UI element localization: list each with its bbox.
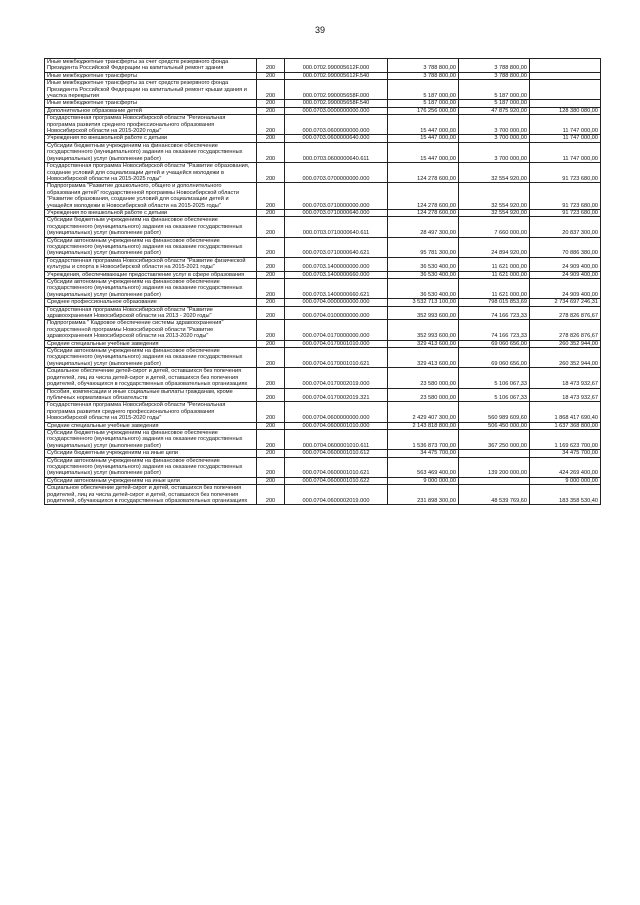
row-name-cell: Иные межбюджетные трансферты за счет средств резервного фонда Президента Российской Федерации на капитальный ремонт здания <box>45 59 257 73</box>
table-row <box>45 135 601 142</box>
row-remaining-cell: 11 747 000,00 <box>530 135 601 142</box>
row-code-cell: 200 <box>257 237 285 257</box>
row-remaining-cell: 24 909 400,00 <box>530 279 601 299</box>
row-remaining-cell: 2 734 697 246,31 <box>530 299 601 306</box>
row-code-cell: 200 <box>257 368 285 388</box>
row-code-cell: 200 <box>257 402 285 422</box>
row-code-cell: 200 <box>257 107 285 114</box>
row-executed-cell <box>459 477 530 484</box>
table-row <box>45 100 601 107</box>
table-row <box>45 306 601 320</box>
row-executed-cell: 5 106 067,33 <box>459 388 530 402</box>
row-approved-cell: 36 530 400,00 <box>388 279 459 299</box>
row-remaining-cell: 183 358 530,40 <box>530 485 601 505</box>
row-approved-cell: 28 497 300,00 <box>388 217 459 237</box>
row-approved-cell: 5 187 000,00 <box>388 100 459 107</box>
budget-table <box>44 58 601 505</box>
row-approved-cell: 34 475 700,00 <box>388 450 459 457</box>
row-kbk-cell: 000.0703.0710000640.611 <box>285 217 388 237</box>
table-row <box>45 217 601 237</box>
row-kbk-cell: 000.0703.0700000000.000 <box>285 163 388 183</box>
row-approved-cell: 36 530 400,00 <box>388 271 459 278</box>
row-executed-cell: 47 875 920,00 <box>459 107 530 114</box>
row-name-cell: Пособия, компенсации и иные социальные выплаты гражданам, кроме публичных нормативных обязательств <box>45 388 257 402</box>
row-approved-cell: 329 413 600,00 <box>388 340 459 347</box>
row-remaining-cell: 11 747 000,00 <box>530 142 601 162</box>
row-kbk-cell: 000.0704.0600001010.000 <box>285 422 388 429</box>
table-row <box>45 388 601 402</box>
row-name-cell: Учреждения по внешкольной работе с детьми <box>45 135 257 142</box>
row-kbk-cell: 000.0703.1400000660.000 <box>285 271 388 278</box>
row-name-cell: Субсидии автономным учреждениям на иные цели <box>45 477 257 484</box>
row-approved-cell: 2 143 818 800,00 <box>388 422 459 429</box>
row-name-cell: Государственная программа Новосибирской области "Развитие здравоохранения Новосибирской области на 2013 - 2020 годы" <box>45 306 257 320</box>
table-row <box>45 348 601 368</box>
row-kbk-cell: 000.0704.0600001010.622 <box>285 477 388 484</box>
row-kbk-cell: 000.0702.990005658F.540 <box>285 100 388 107</box>
row-executed-cell: 3 700 000,00 <box>459 135 530 142</box>
row-executed-cell: 11 621 000,00 <box>459 271 530 278</box>
row-remaining-cell: 260 352 944,00 <box>530 340 601 347</box>
row-name-cell: Субсидии бюджетным учреждениям на финансовое обеспечение государственного (муниципального) задания на оказание государственных (муниципальных) услуг (выполнение работ) <box>45 142 257 162</box>
row-remaining-cell: 20 837 300,00 <box>530 217 601 237</box>
row-code-cell: 200 <box>257 271 285 278</box>
row-name-cell: Иные межбюджетные трансферты <box>45 72 257 79</box>
row-kbk-cell: 000.0704.0170001010.621 <box>285 348 388 368</box>
row-code-cell: 200 <box>257 59 285 73</box>
row-kbk-cell: 000.0703.0710000000.000 <box>285 183 388 210</box>
row-approved-cell: 1 536 873 700,00 <box>388 429 459 449</box>
row-name-cell: Иные межбюджетные трансферты за счет средств резервного фонда Президента Российской Федерации на капитальный ремонт крыши здания и участка перекрытия <box>45 80 257 100</box>
row-executed-cell: 5 187 000,00 <box>459 80 530 100</box>
row-kbk-cell: 000.0703.0710000640.621 <box>285 237 388 257</box>
row-approved-cell: 3 788 800,00 <box>388 59 459 73</box>
row-name-cell: Государственная программа Новосибирской области "Региональная программа развития среднего профессионального образования Новосибирской области на 2015-2020 годы" <box>45 115 257 135</box>
row-approved-cell: 352 993 600,00 <box>388 306 459 320</box>
budget-table-body <box>45 59 601 505</box>
row-name-cell: Средние специальные учебные заведения <box>45 340 257 347</box>
table-row <box>45 457 601 477</box>
row-kbk-cell: 000.0704.0000000000.000 <box>285 299 388 306</box>
row-name-cell: Подпрограмма " Кадровое обеспечение системы здравоохранения" государственной программы Новосибирской области "Развитие здравоохранения Новосибирской области на 2013-2020 годы" <box>45 320 257 340</box>
row-approved-cell: 2 429 407 300,00 <box>388 402 459 422</box>
row-kbk-cell: 000.0704.0600002019.000 <box>285 485 388 505</box>
row-code-cell: 200 <box>257 457 285 477</box>
row-approved-cell: 36 530 400,00 <box>388 257 459 271</box>
table-row <box>45 237 601 257</box>
table-row <box>45 368 601 388</box>
row-executed-cell: 139 200 000,00 <box>459 457 530 477</box>
row-remaining-cell: 24 909 400,00 <box>530 271 601 278</box>
row-remaining-cell: 278 826 876,67 <box>530 320 601 340</box>
row-name-cell: Субсидии бюджетным учреждениям на финансовое обеспечение государственного (муниципального) задания на оказание государственных (муниципальных) услуг (выполнение работ) <box>45 429 257 449</box>
row-remaining-cell: 18 473 932,67 <box>530 368 601 388</box>
row-name-cell: Учреждения по внешкольной работе с детьми <box>45 209 257 216</box>
row-name-cell: Субсидии автономным учреждениям на финансовое обеспечение государственного (муниципального) задания на оказание государственных (муниципальных) услуг (выполнение работ) <box>45 237 257 257</box>
row-executed-cell: 24 894 920,00 <box>459 237 530 257</box>
row-executed-cell: 798 015 853,69 <box>459 299 530 306</box>
table-row <box>45 163 601 183</box>
row-executed-cell <box>459 450 530 457</box>
table-row <box>45 299 601 306</box>
row-name-cell: Социальное обеспечение детей-сирот и детей, оставшихся без попечения родителей, лиц из числа детей-сирот и детей, оставшихся без попечения родителей, обучающихся в государственных образовательных организациях <box>45 485 257 505</box>
row-name-cell: Субсидии бюджетным учреждениям на иные цели <box>45 450 257 457</box>
table-row <box>45 450 601 457</box>
table-row <box>45 257 601 271</box>
row-name-cell: Субсидии автономным учреждениям на финансовое обеспечение государственного (муниципального) задания на оказание государственных (муниципальных) услуг (выполнение работ) <box>45 348 257 368</box>
row-approved-cell: 15 447 000,00 <box>388 115 459 135</box>
row-name-cell: Государственная программа Новосибирской области "Развитие образования, создание условий для социализации детей и учащейся молодежи в Новосибирской области на 2015-2025 годы" <box>45 163 257 183</box>
row-code-cell: 200 <box>257 299 285 306</box>
row-remaining-cell: 128 380 080,00 <box>530 107 601 114</box>
row-kbk-cell: 000.0704.0600000000.000 <box>285 402 388 422</box>
row-executed-cell: 3 788 800,00 <box>459 72 530 79</box>
row-executed-cell: 32 554 920,00 <box>459 209 530 216</box>
row-approved-cell: 176 256 000,00 <box>388 107 459 114</box>
row-executed-cell: 5 106 067,33 <box>459 368 530 388</box>
row-executed-cell: 11 621 000,00 <box>459 279 530 299</box>
row-code-cell: 200 <box>257 422 285 429</box>
row-approved-cell: 231 898 300,00 <box>388 485 459 505</box>
row-name-cell: Государственная программа Новосибирской области "Развитие физической культуры и спорта в Новосибирской области на 2015-2021 годы" <box>45 257 257 271</box>
row-remaining-cell <box>530 80 601 100</box>
row-code-cell: 200 <box>257 163 285 183</box>
row-code-cell: 200 <box>257 135 285 142</box>
row-name-cell: Субсидии автономным учреждениям на финансовое обеспечение государственного (муниципального) задания на оказание государственных (муниципальных) услуг (выполнение работ) <box>45 279 257 299</box>
row-executed-cell: 367 250 000,00 <box>459 429 530 449</box>
row-code-cell: 200 <box>257 80 285 100</box>
row-executed-cell: 74 166 723,33 <box>459 306 530 320</box>
row-approved-cell: 23 580 000,00 <box>388 388 459 402</box>
table-row <box>45 271 601 278</box>
row-name-cell: Государственная программа Новосибирской области "Региональная программа развития среднего профессионального образования Новосибирской области на 2015-2020 годы" <box>45 402 257 422</box>
row-remaining-cell: 70 886 380,00 <box>530 237 601 257</box>
row-executed-cell: 11 621 000,00 <box>459 257 530 271</box>
row-executed-cell: 69 060 656,00 <box>459 348 530 368</box>
row-executed-cell: 74 166 723,33 <box>459 320 530 340</box>
table-row <box>45 320 601 340</box>
row-remaining-cell: 91 723 680,00 <box>530 163 601 183</box>
row-code-cell: 200 <box>257 450 285 457</box>
row-code-cell: 200 <box>257 257 285 271</box>
row-name-cell: Иные межбюджетные трансферты <box>45 100 257 107</box>
page-number: 39 <box>314 25 325 35</box>
row-kbk-cell: 000.0704.0170002019.000 <box>285 368 388 388</box>
row-kbk-cell: 000.0704.0600001010.611 <box>285 429 388 449</box>
table-row <box>45 107 601 114</box>
table-row <box>45 485 601 505</box>
row-name-cell: Учреждения, обеспечивающие предоставление услуг в сфере образования <box>45 271 257 278</box>
row-code-cell: 200 <box>257 183 285 210</box>
row-executed-cell: 48 539 769,60 <box>459 485 530 505</box>
row-remaining-cell: 1 637 368 800,00 <box>530 422 601 429</box>
row-kbk-cell: 000.0704.0600001010.612 <box>285 450 388 457</box>
row-executed-cell: 69 060 656,00 <box>459 340 530 347</box>
row-code-cell: 200 <box>257 279 285 299</box>
table-row <box>45 422 601 429</box>
table-row <box>45 402 601 422</box>
row-executed-cell: 7 660 000,00 <box>459 217 530 237</box>
row-code-cell: 200 <box>257 485 285 505</box>
table-row <box>45 183 601 210</box>
table-row <box>45 59 601 73</box>
row-remaining-cell: 1 169 623 700,00 <box>530 429 601 449</box>
row-approved-cell: 3 788 800,00 <box>388 72 459 79</box>
table-row <box>45 115 601 135</box>
row-remaining-cell: 91 723 680,00 <box>530 209 601 216</box>
row-code-cell: 200 <box>257 340 285 347</box>
row-executed-cell: 3 700 000,00 <box>459 142 530 162</box>
table-row <box>45 80 601 100</box>
table-row <box>45 72 601 79</box>
row-kbk-cell: 000.0703.1400000660.621 <box>285 279 388 299</box>
row-approved-cell: 95 781 300,00 <box>388 237 459 257</box>
row-name-cell: Среднее профессиональное образование <box>45 299 257 306</box>
row-kbk-cell: 000.0703.0600000000.000 <box>285 115 388 135</box>
row-remaining-cell: 260 352 944,00 <box>530 348 601 368</box>
row-code-cell: 200 <box>257 217 285 237</box>
row-remaining-cell: 424 269 400,00 <box>530 457 601 477</box>
row-remaining-cell: 9 000 000,00 <box>530 477 601 484</box>
row-executed-cell: 3 700 000,00 <box>459 115 530 135</box>
row-code-cell: 200 <box>257 429 285 449</box>
row-code-cell: 200 <box>257 348 285 368</box>
table-row <box>45 340 601 347</box>
row-approved-cell: 124 278 600,00 <box>388 163 459 183</box>
table-row <box>45 209 601 216</box>
row-executed-cell: 506 450 000,00 <box>459 422 530 429</box>
row-kbk-cell: 000.0704.0100000000.000 <box>285 306 388 320</box>
row-name-cell: Субсидии бюджетным учреждениям на финансовое обеспечение государственного (муниципального) задания на оказание государственных (муниципальных) услуг (выполнение работ) <box>45 217 257 237</box>
row-remaining-cell: 11 747 000,00 <box>530 115 601 135</box>
row-kbk-cell: 000.0704.0600001010.621 <box>285 457 388 477</box>
row-kbk-cell: 000.0703.1400000000.000 <box>285 257 388 271</box>
row-approved-cell: 5 187 000,00 <box>388 80 459 100</box>
table-row <box>45 429 601 449</box>
row-approved-cell: 23 580 000,00 <box>388 368 459 388</box>
row-executed-cell: 32 554 920,00 <box>459 183 530 210</box>
row-name-cell: Средние специальные учебные заведения <box>45 422 257 429</box>
row-kbk-cell: 000.0704.0170001010.000 <box>285 340 388 347</box>
row-kbk-cell: 000.0704.0170000000.000 <box>285 320 388 340</box>
row-approved-cell: 329 413 600,00 <box>388 348 459 368</box>
row-kbk-cell: 000.0702.990005612F.000 <box>285 59 388 73</box>
row-remaining-cell <box>530 72 601 79</box>
row-remaining-cell: 34 475 700,00 <box>530 450 601 457</box>
row-executed-cell: 32 554 920,00 <box>459 163 530 183</box>
row-remaining-cell: 1 868 417 690,40 <box>530 402 601 422</box>
row-kbk-cell: 000.0704.0170002019.321 <box>285 388 388 402</box>
row-code-cell: 200 <box>257 100 285 107</box>
row-name-cell: Социальное обеспечение детей-сирот и детей, оставшихся без попечения родителей, лиц из числа детей-сирот и детей, оставшихся без попечения родителей, обучающихся в государственных образовательных организациях <box>45 368 257 388</box>
row-code-cell: 200 <box>257 142 285 162</box>
row-kbk-cell: 000.0703.0600000640.611 <box>285 142 388 162</box>
row-code-cell: 200 <box>257 306 285 320</box>
row-name-cell: Подпрограмма "Развитие дошкольного, общего и дополнительного образования детей" государственной программы Новосибирской области "Развитие образования, создание условий для социализации детей и учащейся молодежи в Новосибирской области на 2015-2025 годы" <box>45 183 257 210</box>
table-row <box>45 279 601 299</box>
row-kbk-cell: 000.0702.990005612F.540 <box>285 72 388 79</box>
row-remaining-cell: 278 826 876,67 <box>530 306 601 320</box>
row-name-cell: Дополнительное образование детей <box>45 107 257 114</box>
table-row <box>45 142 601 162</box>
row-approved-cell: 563 469 400,00 <box>388 457 459 477</box>
row-remaining-cell <box>530 100 601 107</box>
row-code-cell: 200 <box>257 209 285 216</box>
row-kbk-cell: 000.0703.0710000640.000 <box>285 209 388 216</box>
row-approved-cell: 9 000 000,00 <box>388 477 459 484</box>
row-executed-cell: 560 989 609,60 <box>459 402 530 422</box>
row-remaining-cell <box>530 59 601 73</box>
row-code-cell: 200 <box>257 72 285 79</box>
row-name-cell: Субсидии автономным учреждениям на финансовое обеспечение государственного (муниципального) задания на оказание государственных (муниципальных) услуг (выполнение работ) <box>45 457 257 477</box>
row-code-cell: 200 <box>257 115 285 135</box>
row-remaining-cell: 18 473 932,67 <box>530 388 601 402</box>
row-kbk-cell: 000.0703.0600000640.000 <box>285 135 388 142</box>
row-code-cell: 200 <box>257 388 285 402</box>
table-row <box>45 477 601 484</box>
row-remaining-cell: 24 909 400,00 <box>530 257 601 271</box>
row-code-cell: 200 <box>257 320 285 340</box>
row-approved-cell: 124 278 600,00 <box>388 183 459 210</box>
row-approved-cell: 352 993 600,00 <box>388 320 459 340</box>
row-approved-cell: 15 447 000,00 <box>388 135 459 142</box>
row-approved-cell: 15 447 000,00 <box>388 142 459 162</box>
row-executed-cell: 5 187 000,00 <box>459 100 530 107</box>
row-code-cell: 200 <box>257 477 285 484</box>
row-kbk-cell: 000.0703.0000000000.000 <box>285 107 388 114</box>
row-executed-cell: 3 788 800,00 <box>459 59 530 73</box>
row-approved-cell: 124 278 600,00 <box>388 209 459 216</box>
row-remaining-cell: 91 723 680,00 <box>530 183 601 210</box>
row-approved-cell: 3 532 713 100,00 <box>388 299 459 306</box>
row-kbk-cell: 000.0702.990005658F.000 <box>285 80 388 100</box>
